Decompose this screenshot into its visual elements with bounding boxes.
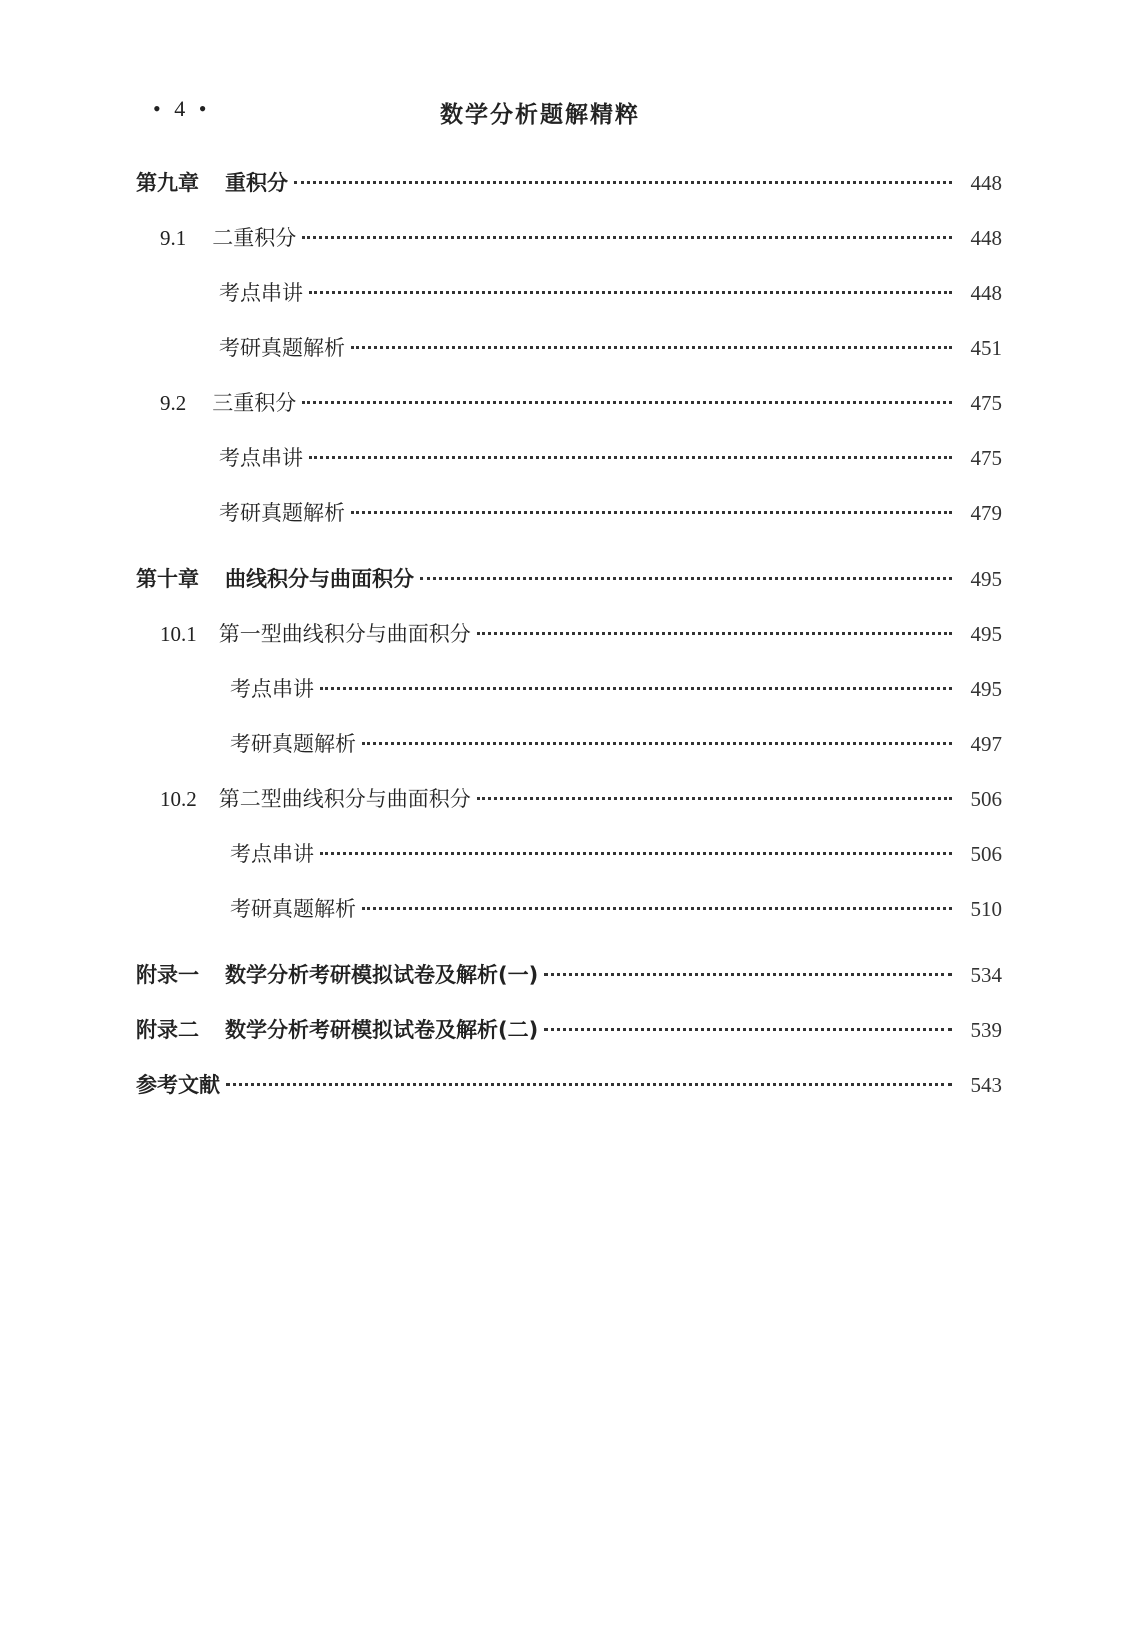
toc-chapter-10[interactable] <box>136 564 1002 594</box>
toc-section-9-1[interactable] <box>160 223 1002 253</box>
toc-section-9-2[interactable] <box>160 388 1002 418</box>
toc-entry-title: 考点串讲 <box>219 281 303 305</box>
toc-subsection-kaodian[interactable] <box>230 674 1002 704</box>
toc-entry-title: 重积分 <box>225 171 288 195</box>
toc-subsection-zhenti[interactable] <box>219 333 1002 363</box>
toc-entry-page: 479 <box>970 501 1002 525</box>
page-number: • 4 • <box>153 96 211 121</box>
dot-leader <box>544 973 952 976</box>
dot-leader <box>362 742 952 745</box>
dot-leader <box>477 632 952 635</box>
toc-appendix-1[interactable] <box>136 960 1002 990</box>
toc-entry-page: 534 <box>970 963 1002 987</box>
toc-entry-title: 第二型曲线积分与曲面积分 <box>218 787 471 811</box>
toc-entry-number: 9.1 <box>160 226 187 250</box>
dot-leader <box>302 236 952 239</box>
toc-entry-number: 9.2 <box>160 391 187 415</box>
toc-entry-page: 448 <box>970 226 1002 250</box>
toc-subsection-zhenti[interactable] <box>230 729 1002 759</box>
toc-entry-number: 第十章 <box>136 567 199 591</box>
toc-entry-page: 448 <box>970 281 1002 305</box>
toc-subsection-zhenti[interactable] <box>219 498 1002 528</box>
toc-entry-title: 考点串讲 <box>230 842 314 866</box>
toc-appendix-2[interactable] <box>136 1015 1002 1045</box>
toc-entry-number: 附录一 <box>136 963 199 987</box>
toc-entry-page: 506 <box>970 787 1002 811</box>
dot-leader <box>294 181 952 184</box>
toc-entry-page: 451 <box>970 336 1002 360</box>
toc-entry-page: 497 <box>970 732 1002 756</box>
toc-entry-title: 考研真题解析 <box>230 732 356 756</box>
toc-entry-title: 考研真题解析 <box>219 336 345 360</box>
toc-entry-page: 539 <box>970 1018 1002 1042</box>
dot-leader <box>477 797 952 800</box>
dot-leader <box>544 1028 952 1031</box>
toc-entry-title: 考点串讲 <box>230 677 314 701</box>
dot-leader <box>226 1083 952 1086</box>
toc-entry-title: 三重积分 <box>212 391 297 415</box>
toc-entry-number: 10.2 <box>160 787 197 811</box>
toc-entry-number: 第九章 <box>136 171 199 195</box>
toc-entry-page: 495 <box>970 622 1002 646</box>
dot-leader <box>351 346 952 349</box>
toc-references[interactable] <box>136 1070 1002 1100</box>
toc-entry-title: 考研真题解析 <box>230 897 356 921</box>
toc-entry-page: 475 <box>970 391 1002 415</box>
toc-subsection-zhenti[interactable] <box>230 894 1002 924</box>
toc-entry-number: 10.1 <box>160 622 197 646</box>
toc-entry-title: 参考文献 <box>136 1073 220 1097</box>
toc-section-10-1[interactable] <box>160 619 1002 649</box>
toc-entry-title: 曲线积分与曲面积分 <box>225 567 414 591</box>
dot-leader <box>309 291 952 294</box>
dot-leader <box>362 907 952 910</box>
toc-section-10-2[interactable] <box>160 784 1002 814</box>
toc-subsection-kaodian[interactable] <box>230 839 1002 869</box>
toc-entry-page: 475 <box>970 446 1002 470</box>
book-title: 数学分析题解精粹 <box>440 102 640 128</box>
toc-entry-page: 543 <box>970 1073 1002 1097</box>
toc-entry-page: 495 <box>970 567 1002 591</box>
toc-entry-title: 二重积分 <box>212 226 297 250</box>
dot-leader <box>320 687 952 690</box>
toc-entry-title: 考研真题解析 <box>219 501 345 525</box>
toc-entry-page: 495 <box>970 677 1002 701</box>
page-header <box>0 96 1141 136</box>
dot-leader <box>420 577 952 580</box>
toc-entry-title: 第一型曲线积分与曲面积分 <box>218 622 471 646</box>
dot-leader <box>351 511 952 514</box>
toc-entry-page: 510 <box>970 897 1002 921</box>
toc-entry-number: 附录二 <box>136 1018 199 1042</box>
toc-entry-page: 506 <box>970 842 1002 866</box>
toc-entry-title: 考点串讲 <box>219 446 303 470</box>
toc-entry-title: 数学分析考研模拟试卷及解析(二) <box>225 1018 539 1042</box>
dot-leader <box>309 456 952 459</box>
dot-leader <box>302 401 952 404</box>
toc-entry-page: 448 <box>970 171 1002 195</box>
toc-chapter-9[interactable] <box>136 168 1002 198</box>
dot-leader <box>320 852 952 855</box>
toc-entry-title: 数学分析考研模拟试卷及解析(一) <box>225 963 539 987</box>
toc-subsection-kaodian[interactable] <box>219 278 1002 308</box>
toc-subsection-kaodian[interactable] <box>219 443 1002 473</box>
